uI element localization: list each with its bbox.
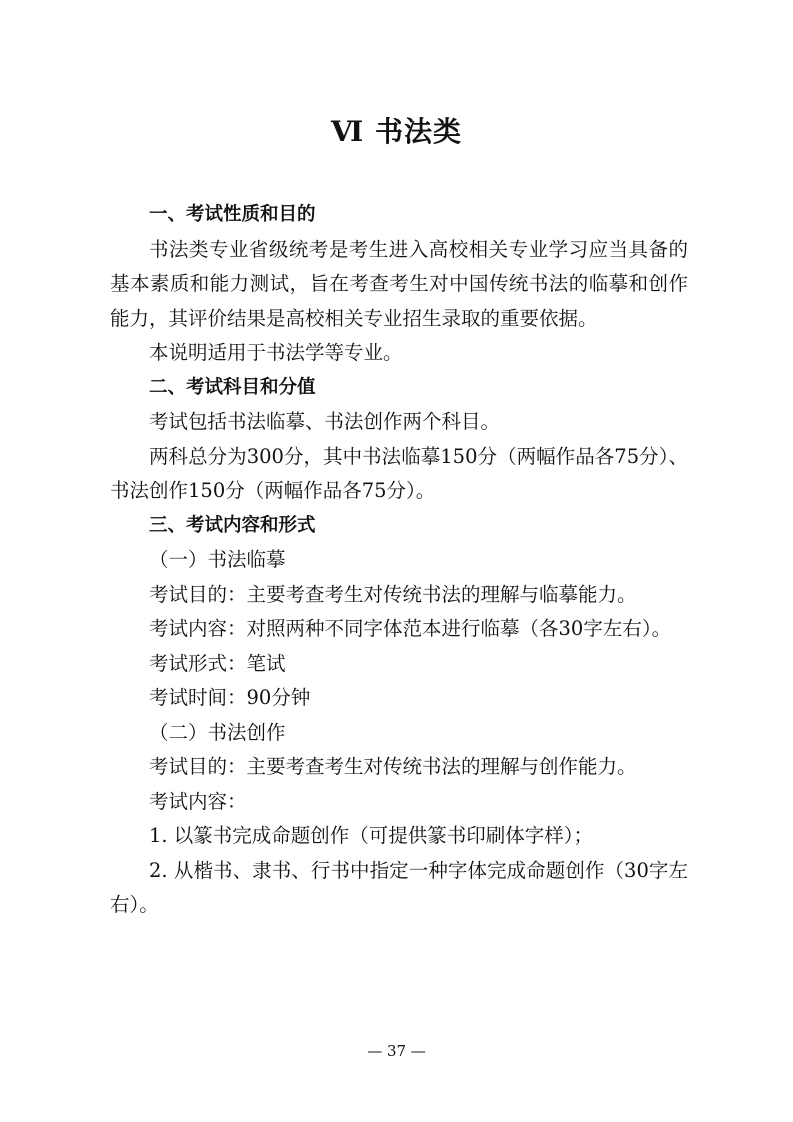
paragraph-copying-format: 考试形式：笔试 (149, 651, 286, 675)
section-heading-subjects: 二、考试科目和分值 (149, 376, 316, 398)
paragraph-creation-purpose: 考试目的：主要考查考生对传统书法的理解与创作能力。 (149, 755, 637, 778)
subheading-copying: （一）书法临摹 (149, 548, 286, 571)
paragraph-copying-content: 考试内容：对照两种不同字体范本进行临摹（各30字左右）。 (149, 617, 672, 640)
paragraph-exam-purpose: 书法类专业省级统考是考生进入高校相关专业学习应当具备的基本素质和能力测试，旨在考查考生对中国传统书法的临摹和创作能力，其评价结果是高校相关专业招生录取的重要依据。 (110, 237, 688, 330)
paragraph-creation-content: 考试内容： (149, 789, 247, 813)
paragraph-copying-time: 考试时间：90分钟 (149, 686, 311, 709)
section-heading-content: 三、考试内容和形式 (149, 514, 316, 536)
list-item-seal-script: 1. 以篆书完成命题创作（可提供篆书印刷体字样）； (149, 824, 594, 847)
subheading-creation: （二）书法创作 (149, 720, 286, 744)
paragraph-copying-purpose: 考试目的：主要考查考生对传统书法的理解与临摹能力。 (149, 582, 637, 606)
page-number: — 37 — (367, 1042, 426, 1060)
list-item-designated-script: 2. 从楷书、隶书、行书中指定一种字体完成命题创作（30字左右）。 (110, 858, 688, 916)
paragraph-scores: 两科总分为300分，其中书法临摹150分（两幅作品各75分）、书法创作150分（两幅作品各75分）。 (110, 444, 688, 502)
section-heading-nature: 一、考试性质和目的 (149, 204, 316, 225)
paragraph-subjects: 考试包括书法临摹、书法创作两个科目。 (149, 410, 501, 433)
document-body (110, 198, 688, 923)
paragraph-applicable-majors: 本说明适用于书法学等专业。 (149, 341, 403, 364)
page-title: Ⅵ 书法类 (331, 115, 462, 148)
